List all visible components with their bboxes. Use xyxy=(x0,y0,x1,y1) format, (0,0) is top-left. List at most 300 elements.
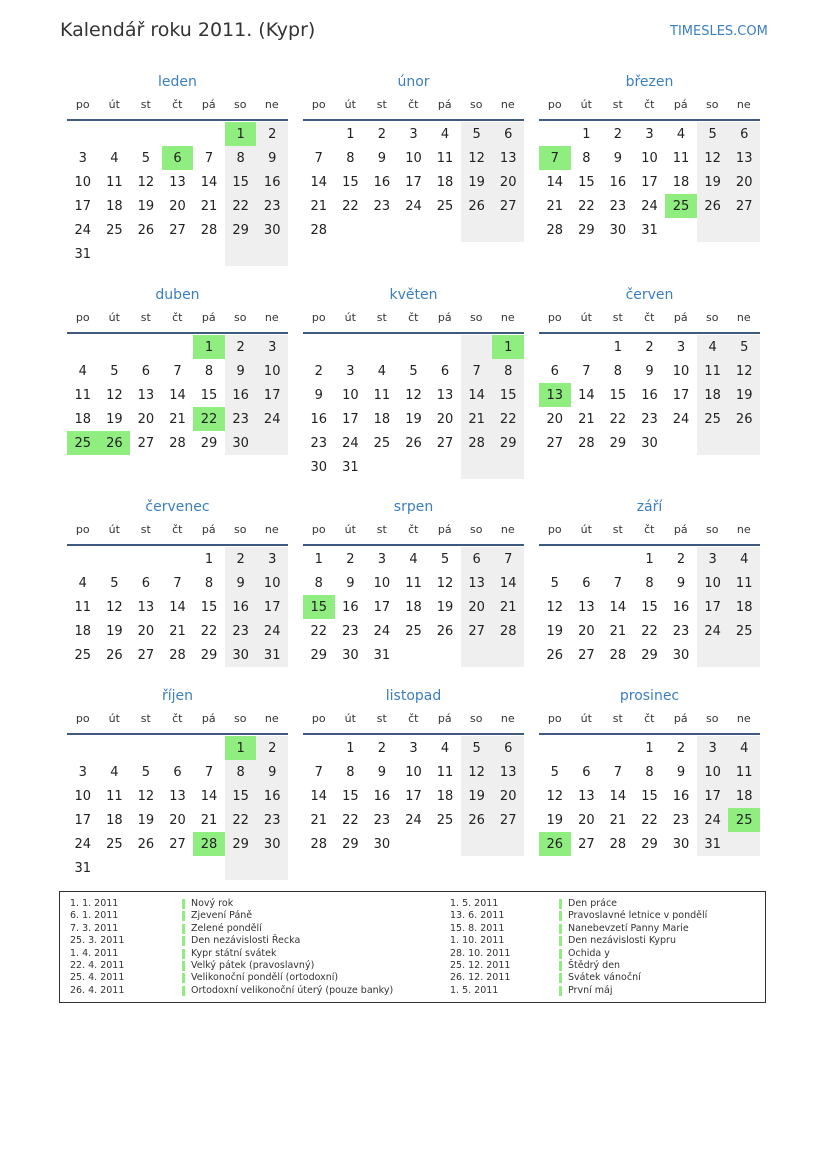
empty-cell xyxy=(697,643,729,667)
empty-cell xyxy=(130,547,162,571)
day-cell: 11 xyxy=(373,387,391,403)
day-cell: 26 xyxy=(728,407,760,431)
day-cell: 8 xyxy=(582,150,591,166)
day-cell: 4 xyxy=(728,547,760,571)
day-cell: 3 xyxy=(256,335,288,359)
day-cell: 25 xyxy=(67,431,99,455)
day-cell: 26 xyxy=(405,435,422,451)
day-cell: 18 xyxy=(405,599,422,615)
weekday-header: po xyxy=(547,311,562,324)
day-cell: 5 xyxy=(461,122,493,146)
day-cell: 12 xyxy=(436,575,454,591)
day-cell: 4 xyxy=(110,150,119,166)
day-cell: 2 xyxy=(256,122,288,146)
day-cell: 14 xyxy=(310,174,328,190)
weekday-header: so xyxy=(470,712,483,725)
day-cell: 1 xyxy=(225,122,257,146)
day-cell: 29 xyxy=(609,435,627,451)
empty-cell xyxy=(335,335,367,359)
day-cell: 22 xyxy=(578,198,595,214)
day-cell: 2 xyxy=(676,740,686,756)
weekday-header: so xyxy=(706,523,719,536)
days-grid xyxy=(67,122,288,266)
day-cell: 28 xyxy=(492,619,524,643)
day-cell: 21 xyxy=(578,411,595,427)
weekday-header: st xyxy=(140,712,151,725)
empty-cell xyxy=(130,736,162,760)
day-cell: 30 xyxy=(225,643,257,667)
weekday-header: ne xyxy=(736,98,751,111)
day-cell: 23 xyxy=(256,194,288,218)
empty-cell xyxy=(461,832,493,856)
day-cell: 12 xyxy=(461,760,493,784)
day-cell: 7 xyxy=(613,575,623,591)
day-cell: 22 xyxy=(310,623,328,639)
day-cell: 28 xyxy=(193,832,225,856)
day-cell: 6 xyxy=(440,363,450,379)
day-cell: 6 xyxy=(728,122,760,146)
day-cell: 13 xyxy=(539,383,571,407)
empty-cell xyxy=(193,242,225,266)
empty-cell xyxy=(429,455,461,479)
day-cell: 1 xyxy=(346,126,355,142)
legend-holiday-name: Den práce xyxy=(568,898,618,909)
day-cell: 22 xyxy=(200,623,218,639)
holiday-marker xyxy=(182,924,185,934)
empty-cell xyxy=(539,547,571,571)
weekday-header: po xyxy=(75,712,90,725)
day-cell: 28 xyxy=(546,222,564,238)
empty-cell xyxy=(461,643,493,667)
day-cell: 19 xyxy=(461,170,493,194)
day-cell: 2 xyxy=(377,126,387,142)
day-cell: 25 xyxy=(665,194,697,218)
empty-cell xyxy=(398,455,430,479)
holiday-marker xyxy=(559,949,562,959)
day-cell: 5 xyxy=(550,575,559,591)
header-divider xyxy=(67,544,288,546)
day-cell: 29 xyxy=(641,647,658,663)
empty-cell xyxy=(728,832,760,856)
day-cell: 7 xyxy=(204,150,214,166)
day-cell: 6 xyxy=(173,764,182,780)
day-cell: 25 xyxy=(436,198,454,214)
day-cell: 4 xyxy=(78,363,87,379)
weekday-header: po xyxy=(547,523,562,536)
day-cell: 7 xyxy=(539,146,571,170)
empty-cell xyxy=(539,335,571,359)
weekday-header: út xyxy=(108,712,120,725)
holiday-marker xyxy=(559,924,562,934)
day-cell: 6 xyxy=(582,575,591,591)
day-cell: 12 xyxy=(137,174,155,190)
day-cell: 16 xyxy=(373,174,391,190)
day-cell: 16 xyxy=(672,599,690,615)
day-cell: 30 xyxy=(256,832,288,856)
weekday-header: pá xyxy=(673,523,688,536)
month-name: prosinec xyxy=(619,688,680,704)
day-cell: 17 xyxy=(672,387,690,403)
weekday-header: po xyxy=(311,712,326,725)
day-cell: 23 xyxy=(672,623,690,639)
day-cell: 11 xyxy=(436,764,454,780)
day-cell: 20 xyxy=(578,812,595,828)
day-cell: 18 xyxy=(74,623,92,639)
day-cell: 10 xyxy=(342,387,359,403)
day-cell: 3 xyxy=(409,126,418,142)
empty-cell xyxy=(539,736,571,760)
day-cell: 9 xyxy=(314,387,323,403)
day-cell: 26 xyxy=(546,647,564,663)
day-cell: 12 xyxy=(405,387,422,403)
day-cell: 2 xyxy=(346,551,355,567)
day-cell: 1 xyxy=(314,551,323,567)
day-cell: 10 xyxy=(74,174,92,190)
day-cell: 5 xyxy=(461,736,493,760)
day-cell: 10 xyxy=(697,571,729,595)
day-cell: 25 xyxy=(405,623,422,639)
day-cell: 26 xyxy=(461,194,493,218)
day-cell: 11 xyxy=(728,760,760,784)
day-cell: 17 xyxy=(641,174,658,190)
day-cell: 15 xyxy=(342,174,359,190)
day-cell: 14 xyxy=(609,599,627,615)
day-cell: 20 xyxy=(728,170,760,194)
legend-date: 22. 4. 2011 xyxy=(70,960,125,971)
day-cell: 30 xyxy=(672,647,690,663)
empty-cell xyxy=(398,832,430,856)
weekday-header: čt xyxy=(644,98,655,111)
day-cell: 8 xyxy=(225,760,257,784)
legend-holiday-name: Ortodoxní velikonoční úterý (pouze banky) xyxy=(191,984,394,996)
day-cell: 12 xyxy=(697,146,729,170)
days-grid xyxy=(67,736,288,880)
empty-cell xyxy=(303,122,335,146)
day-cell: 4 xyxy=(728,736,760,760)
empty-cell xyxy=(461,218,493,242)
day-cell: 14 xyxy=(546,174,564,190)
day-cell: 5 xyxy=(728,335,760,359)
header-divider xyxy=(67,119,288,121)
day-cell: 9 xyxy=(676,764,686,780)
weekday-header: st xyxy=(612,712,623,725)
holiday-marker xyxy=(182,961,185,971)
weekday-header: ne xyxy=(500,712,515,725)
day-cell: 15 xyxy=(342,788,359,804)
month-name: leden xyxy=(158,74,197,90)
empty-cell xyxy=(193,856,225,880)
day-cell: 13 xyxy=(169,174,186,190)
day-cell: 18 xyxy=(436,174,454,190)
holiday-marker xyxy=(559,899,562,909)
header-divider xyxy=(539,544,760,546)
legend-date: 1. 5. 2011 xyxy=(450,898,499,909)
day-cell: 19 xyxy=(728,383,760,407)
empty-cell xyxy=(398,643,430,667)
day-cell: 9 xyxy=(346,575,355,591)
empty-cell xyxy=(193,122,225,146)
legend-date: 7. 3. 2011 xyxy=(70,922,119,934)
day-cell: 6 xyxy=(162,146,194,170)
day-cell: 27 xyxy=(169,222,186,238)
day-cell: 1 xyxy=(582,126,591,142)
legend-date: 28. 10. 2011 xyxy=(450,947,511,959)
day-cell: 20 xyxy=(137,623,155,639)
empty-cell xyxy=(162,856,194,880)
day-cell: 20 xyxy=(578,623,595,639)
day-cell: 11 xyxy=(405,575,422,591)
day-cell: 9 xyxy=(377,764,387,780)
day-cell: 8 xyxy=(314,575,323,591)
month-name: duben xyxy=(155,287,200,303)
weekday-header: čt xyxy=(644,311,655,324)
day-cell: 3 xyxy=(78,764,87,780)
day-cell: 28 xyxy=(310,836,328,852)
day-cell: 19 xyxy=(697,170,729,194)
day-cell: 2 xyxy=(314,363,323,379)
day-cell: 29 xyxy=(578,222,595,238)
day-cell: 3 xyxy=(645,126,654,142)
day-cell: 4 xyxy=(697,335,729,359)
day-cell: 23 xyxy=(342,623,359,639)
day-cell: 4 xyxy=(440,126,450,142)
holiday-marker xyxy=(182,936,185,946)
day-cell: 6 xyxy=(141,575,151,591)
day-cell: 28 xyxy=(169,435,186,451)
weekday-header: po xyxy=(311,523,326,536)
day-cell: 5 xyxy=(409,363,418,379)
header-divider xyxy=(539,119,760,121)
day-cell: 23 xyxy=(641,411,658,427)
day-cell: 24 xyxy=(405,812,422,828)
day-cell: 31 xyxy=(641,222,658,238)
day-cell: 11 xyxy=(728,571,760,595)
day-cell: 30 xyxy=(225,431,257,455)
day-cell: 24 xyxy=(672,411,690,427)
month-name: říjen xyxy=(161,688,194,704)
day-cell: 17 xyxy=(256,595,288,619)
day-cell: 10 xyxy=(373,575,391,591)
legend-holiday-name: Den nezávislosti Kypru xyxy=(568,935,676,947)
day-cell: 15 xyxy=(641,599,658,615)
day-cell: 15 xyxy=(578,174,595,190)
weekday-header: čt xyxy=(644,523,655,536)
day-cell: 2 xyxy=(225,335,257,359)
day-cell: 16 xyxy=(373,788,391,804)
legend-holiday-name: Nanebevzetí Panny Marie xyxy=(568,922,689,934)
day-cell: 3 xyxy=(78,150,87,166)
day-cell: 4 xyxy=(676,126,686,142)
day-cell: 27 xyxy=(461,619,493,643)
empty-cell xyxy=(99,736,131,760)
header-divider xyxy=(303,544,524,546)
day-cell: 9 xyxy=(676,575,686,591)
day-cell: 13 xyxy=(137,387,155,403)
day-cell: 7 xyxy=(461,359,493,383)
empty-cell xyxy=(398,335,430,359)
legend-holiday-name: Den nezávislosti Řecka xyxy=(191,935,301,947)
day-cell: 3 xyxy=(676,339,686,355)
day-cell: 25 xyxy=(373,435,391,451)
day-cell: 20 xyxy=(169,812,186,828)
day-cell: 4 xyxy=(409,551,418,567)
header-divider xyxy=(67,733,288,735)
day-cell: 3 xyxy=(377,551,387,567)
day-cell: 23 xyxy=(310,435,328,451)
day-cell: 10 xyxy=(672,363,690,379)
weekday-header: st xyxy=(376,712,387,725)
day-cell: 20 xyxy=(461,595,493,619)
day-cell: 20 xyxy=(436,411,454,427)
day-cell: 20 xyxy=(492,784,524,808)
day-cell: 17 xyxy=(697,784,729,808)
empty-cell xyxy=(335,218,367,242)
empty-cell xyxy=(571,335,603,359)
empty-cell xyxy=(665,218,697,242)
day-cell: 24 xyxy=(342,435,359,451)
day-cell: 13 xyxy=(728,146,760,170)
weekday-header: út xyxy=(344,712,356,725)
weekday-header: ne xyxy=(264,98,279,111)
weekday-header: pá xyxy=(437,98,452,111)
day-cell: 24 xyxy=(256,407,288,431)
day-cell: 21 xyxy=(169,411,186,427)
day-cell: 26 xyxy=(461,808,493,832)
empty-cell xyxy=(539,122,571,146)
day-cell: 13 xyxy=(461,571,493,595)
weekday-header: út xyxy=(580,311,592,324)
day-cell: 5 xyxy=(440,551,450,567)
legend-holiday-name: Svátek vánoční xyxy=(568,972,641,984)
weekday-header: pá xyxy=(437,311,452,324)
day-cell: 30 xyxy=(373,836,391,852)
day-cell: 14 xyxy=(310,788,328,804)
day-cell: 16 xyxy=(225,383,257,407)
day-cell: 21 xyxy=(609,812,627,828)
day-cell: 27 xyxy=(169,836,186,852)
legend-holiday-name: Pravoslavné letnice v pondělí xyxy=(568,910,708,922)
day-cell: 22 xyxy=(641,812,658,828)
weekday-header: pá xyxy=(437,712,452,725)
weekday-header: čt xyxy=(408,98,419,111)
legend-date: 1. 1. 2011 xyxy=(70,898,119,909)
weekday-header: pá xyxy=(201,523,216,536)
day-cell: 31 xyxy=(342,459,359,475)
day-cell: 7 xyxy=(173,575,182,591)
brand-link[interactable]: TIMESLES.COM xyxy=(670,24,768,39)
day-cell: 2 xyxy=(645,339,654,355)
legend-date: 26. 4. 2011 xyxy=(70,984,125,996)
day-cell: 19 xyxy=(137,198,155,214)
empty-cell xyxy=(67,122,99,146)
day-cell: 15 xyxy=(200,599,218,615)
day-cell: 8 xyxy=(613,363,623,379)
holiday-marker xyxy=(559,911,562,921)
day-cell: 23 xyxy=(373,198,391,214)
weekday-header: ne xyxy=(264,523,279,536)
weekday-header: út xyxy=(580,523,592,536)
empty-cell xyxy=(303,335,335,359)
weekday-header: út xyxy=(108,523,120,536)
day-cell: 8 xyxy=(346,150,355,166)
day-cell: 5 xyxy=(141,764,151,780)
day-cell: 29 xyxy=(342,836,359,852)
legend-holiday-name: První máj xyxy=(568,984,613,996)
day-cell: 2 xyxy=(377,740,387,756)
day-cell: 22 xyxy=(193,407,225,431)
day-cell: 8 xyxy=(204,363,214,379)
day-cell: 21 xyxy=(546,198,564,214)
days-grid xyxy=(303,547,524,667)
legend-date: 25. 3. 2011 xyxy=(70,935,125,947)
weekday-header: st xyxy=(612,523,623,536)
day-cell: 31 xyxy=(74,246,92,262)
empty-cell xyxy=(162,736,194,760)
day-cell: 14 xyxy=(609,788,627,804)
empty-cell xyxy=(99,547,131,571)
weekday-header: st xyxy=(612,98,623,111)
day-cell: 30 xyxy=(342,647,359,663)
day-cell: 2 xyxy=(256,736,288,760)
weekday-header: st xyxy=(140,311,151,324)
day-cell: 16 xyxy=(672,788,690,804)
day-cell: 28 xyxy=(578,435,595,451)
day-cell: 22 xyxy=(342,812,359,828)
weekday-header: ne xyxy=(736,311,751,324)
holiday-marker xyxy=(559,973,562,983)
weekday-header: pá xyxy=(673,311,688,324)
days-grid xyxy=(303,335,524,479)
empty-cell xyxy=(366,455,398,479)
weekday-header: čt xyxy=(172,311,183,324)
days-grid xyxy=(67,335,288,455)
day-cell: 10 xyxy=(697,760,729,784)
weekday-header: po xyxy=(75,523,90,536)
day-cell: 1 xyxy=(492,335,524,359)
empty-cell xyxy=(162,547,194,571)
day-cell: 2 xyxy=(613,126,623,142)
holiday-marker xyxy=(559,961,562,971)
day-cell: 19 xyxy=(436,599,454,615)
weekday-header: so xyxy=(470,98,483,111)
day-cell: 16 xyxy=(342,599,359,615)
weekday-header: po xyxy=(311,311,326,324)
weekday-header: čt xyxy=(644,712,655,725)
empty-cell xyxy=(162,335,194,359)
days-grid xyxy=(67,547,288,667)
header-divider xyxy=(303,119,524,121)
weekday-header: pá xyxy=(201,98,216,111)
header-divider xyxy=(539,332,760,334)
day-cell: 18 xyxy=(697,383,729,407)
empty-cell xyxy=(130,242,162,266)
weekday-header: po xyxy=(75,98,90,111)
day-cell: 12 xyxy=(137,788,155,804)
day-cell: 22 xyxy=(225,194,257,218)
day-cell: 30 xyxy=(256,218,288,242)
day-cell: 4 xyxy=(78,575,87,591)
day-cell: 11 xyxy=(74,599,92,615)
day-cell: 19 xyxy=(405,411,422,427)
day-cell: 12 xyxy=(106,387,123,403)
day-cell: 9 xyxy=(613,150,623,166)
legend-date: 1. 10. 2011 xyxy=(450,935,505,947)
day-cell: 18 xyxy=(728,784,760,808)
days-grid xyxy=(303,736,524,856)
day-cell: 28 xyxy=(609,647,627,663)
day-cell: 3 xyxy=(409,740,418,756)
day-cell: 21 xyxy=(200,812,218,828)
